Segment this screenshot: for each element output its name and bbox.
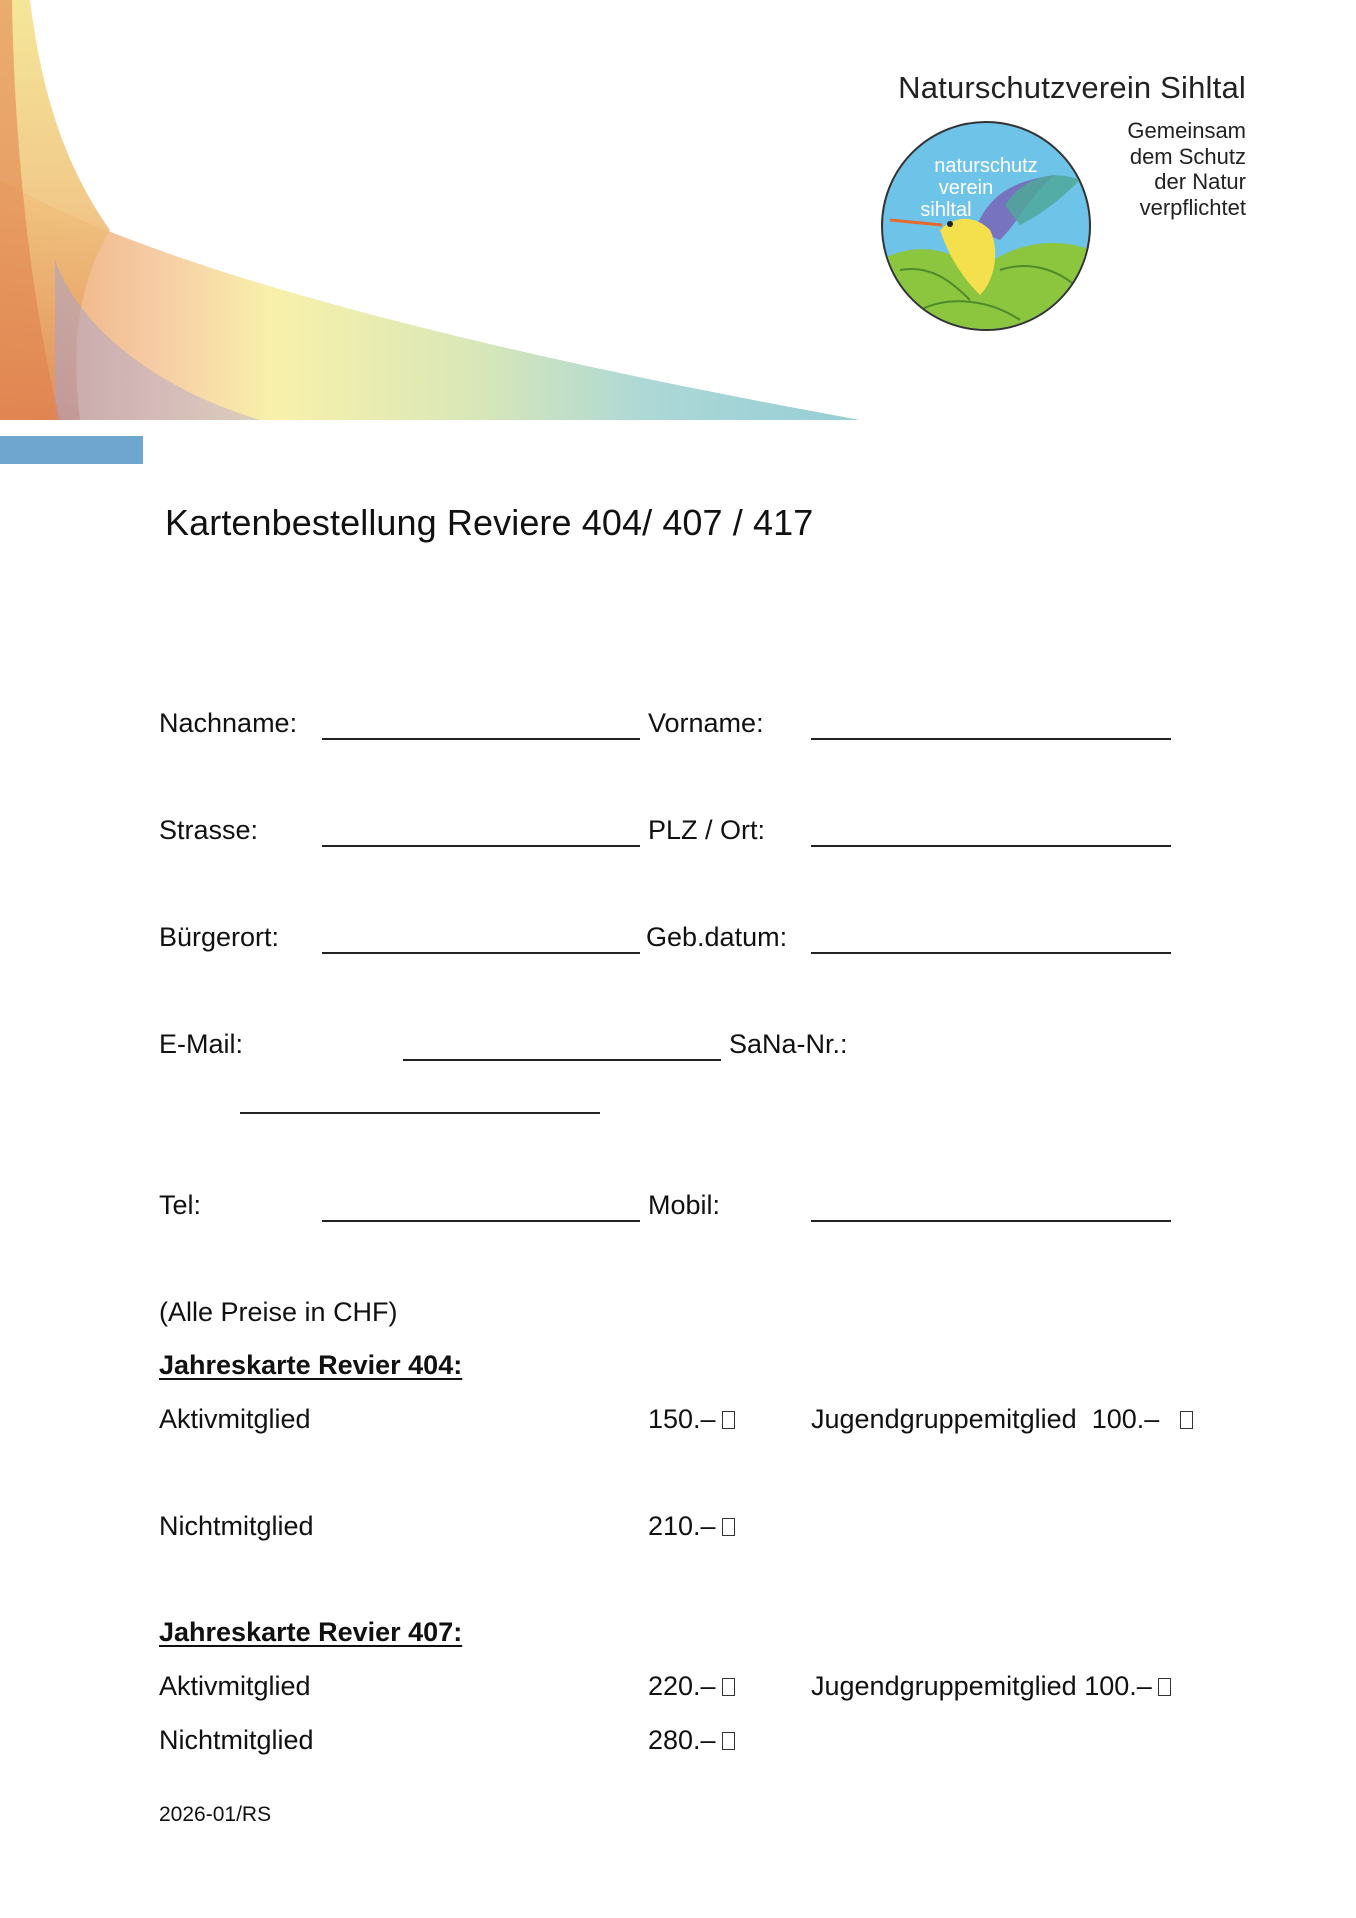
jugend-404-label: Jugendgruppemitglied [811, 1404, 1077, 1434]
tel-field[interactable] [322, 1220, 640, 1222]
nicht-404-price: 210.– [648, 1511, 716, 1541]
revier-404-heading: Jahreskarte Revier 404: [159, 1350, 463, 1380]
strasse-label: Strasse: [159, 815, 259, 845]
vorname-label: Vorname: [648, 708, 764, 738]
header-swoosh-graphic [0, 0, 880, 430]
nicht-407-label: Nichtmitglied [159, 1725, 314, 1755]
aktiv-407-option [648, 1671, 735, 1702]
logo-bird-icon [880, 120, 1092, 332]
jugend-407-checkbox[interactable] [1158, 1678, 1171, 1696]
revier-407-heading: Jahreskarte Revier 407: [159, 1617, 463, 1647]
jugend-407-label: Jugendgruppemitglied [811, 1671, 1077, 1701]
nachname-label: Nachname: [159, 708, 298, 738]
aktiv-404-price: 150.– [648, 1404, 716, 1434]
aktiv-404-checkbox[interactable] [722, 1411, 735, 1429]
document-code: 2026-01/RS [159, 1803, 272, 1826]
accent-bar [0, 436, 143, 464]
aktiv-404-option [648, 1404, 735, 1435]
prices-note: (Alle Preise in CHF) [159, 1297, 398, 1327]
email-label: E-Mail: [159, 1029, 244, 1059]
vorname-field[interactable] [811, 738, 1171, 740]
aktiv-407-price: 220.– [648, 1671, 716, 1701]
gebdatum-label: Geb.datum: [646, 922, 788, 952]
aktiv-407-label: Aktivmitglied [159, 1671, 311, 1701]
logo-text: sihltal [920, 199, 972, 221]
nicht-407-checkbox[interactable] [722, 1732, 735, 1750]
jugend-404-price: 100.– [1091, 1404, 1160, 1434]
tagline-line: Gemeinsam [1127, 118, 1246, 143]
nicht-407-price: 280.– [648, 1725, 716, 1755]
gebdatum-field[interactable] [811, 952, 1171, 954]
nicht-404-label: Nichtmitglied [159, 1511, 314, 1541]
organization-name: Naturschutzverein Sihltal [898, 70, 1246, 105]
nicht-404-option [648, 1511, 735, 1542]
logo-text: verein [938, 177, 994, 199]
jugend-407-price: 100.– [1084, 1671, 1152, 1701]
aktiv-407-checkbox[interactable] [722, 1678, 735, 1696]
jugend-407-option [811, 1671, 1171, 1702]
tagline-line: verpflichtet [1139, 194, 1246, 220]
page-title: Kartenbestellung Reviere 404/ 407 / 417 [165, 502, 814, 543]
tagline-line: dem Schutz [1129, 143, 1246, 169]
jugend-404-checkbox[interactable] [1180, 1411, 1193, 1429]
email-field[interactable] [403, 1059, 721, 1061]
plz-ort-label: PLZ / Ort: [648, 815, 766, 845]
logo-text: naturschutz [934, 155, 1038, 177]
aktiv-404-label: Aktivmitglied [159, 1404, 311, 1434]
buergerort-label: Bürgerort: [159, 922, 280, 952]
sana-field[interactable] [240, 1112, 600, 1114]
tel-label: Tel: [159, 1190, 202, 1220]
mobil-field[interactable] [811, 1220, 1171, 1222]
nachname-field[interactable] [322, 738, 640, 740]
organization-tagline [1080, 118, 1246, 220]
tagline-line: der Natur [1154, 169, 1246, 194]
nicht-404-checkbox[interactable] [722, 1518, 735, 1536]
strasse-field[interactable] [322, 845, 640, 847]
mobil-label: Mobil: [648, 1190, 721, 1220]
plz-ort-field[interactable] [811, 845, 1171, 847]
nicht-407-option [648, 1725, 735, 1756]
jugend-404-option [811, 1404, 1193, 1435]
buergerort-field[interactable] [322, 952, 640, 954]
sana-label: SaNa-Nr.: [729, 1029, 848, 1059]
